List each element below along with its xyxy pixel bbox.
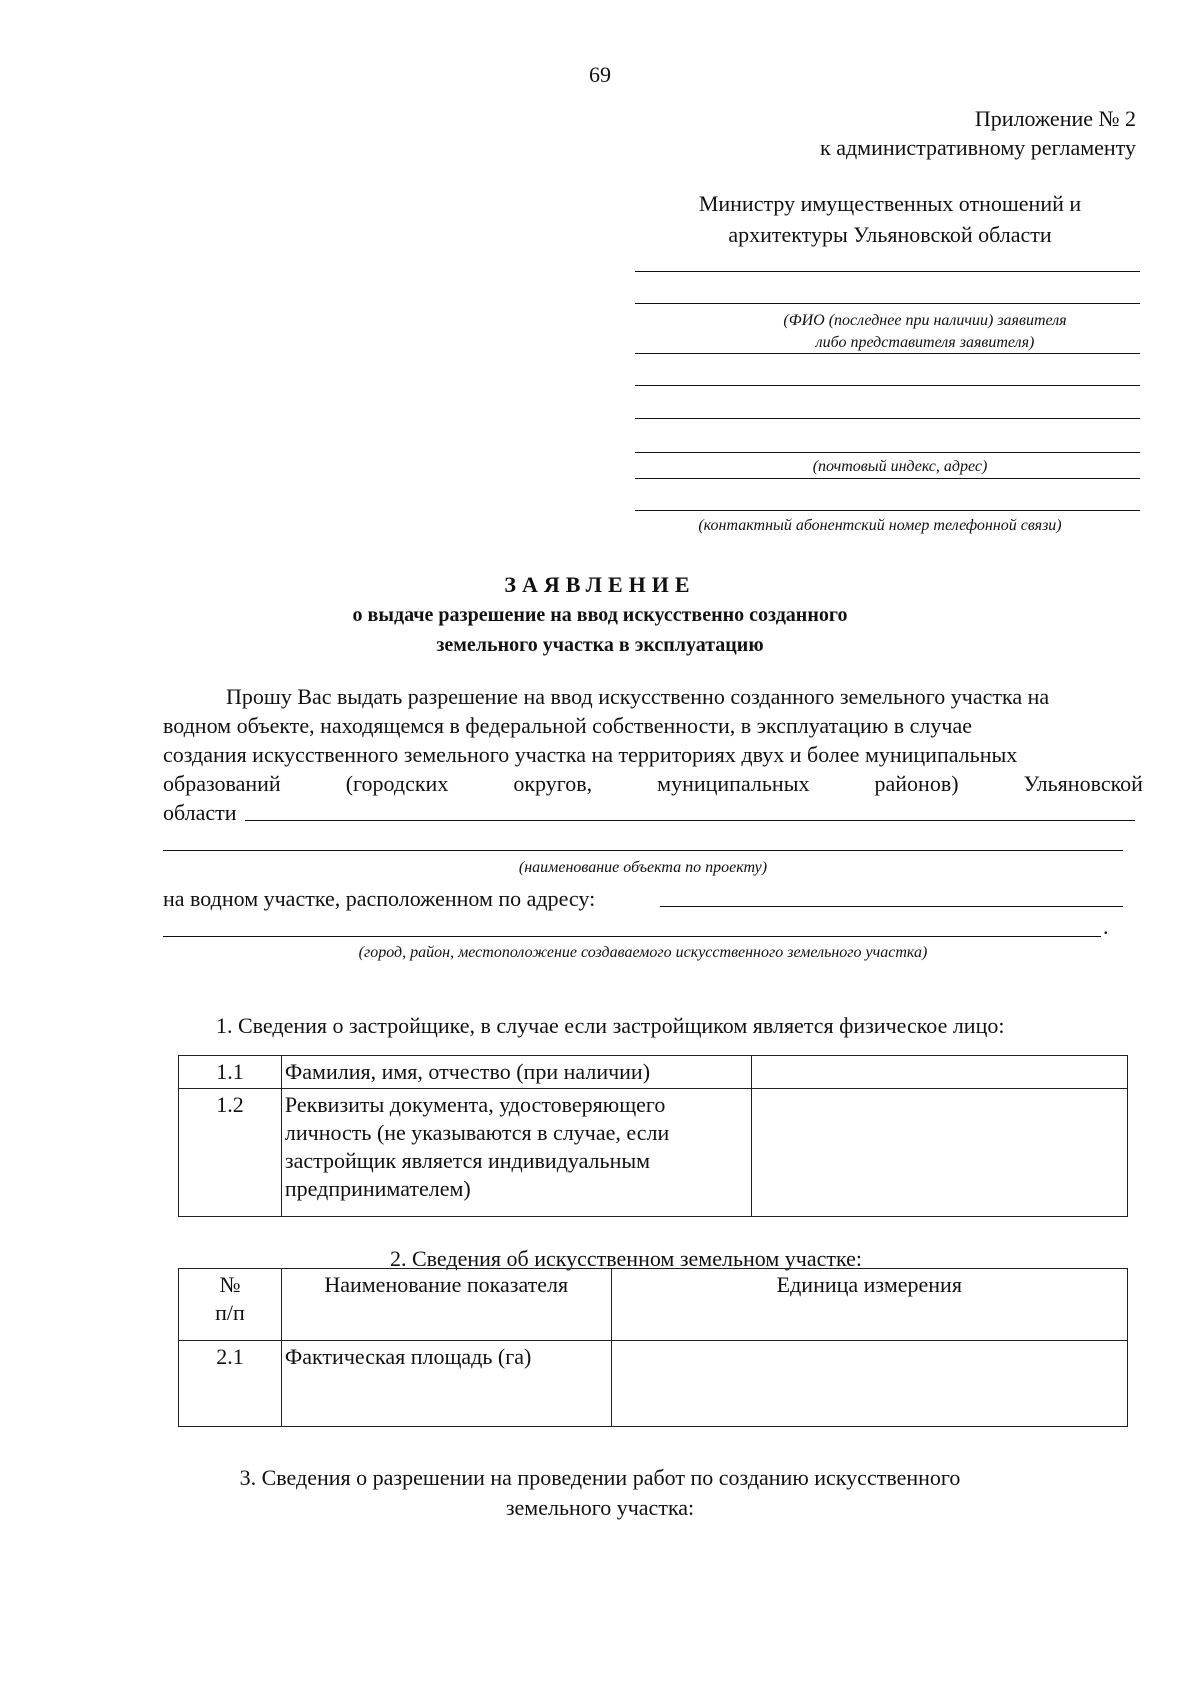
applicant-name-line-2[interactable]: [635, 303, 1140, 304]
developer-info-table: [178, 1055, 1128, 1217]
table-row: [179, 1089, 1128, 1217]
document-subtitle-line-2: земельного участка в эксплуатацию: [436, 634, 764, 656]
postal-address-line-1[interactable]: [635, 385, 1140, 386]
table-header-row: [179, 1269, 1128, 1341]
header-number-line-1: №: [219, 1272, 241, 1297]
row-label: Фактическая площадь (га): [281, 1341, 611, 1427]
column-header-unit: Единица измерения: [611, 1269, 1127, 1341]
row-value-cell[interactable]: [751, 1056, 1128, 1089]
body-line-1: Прошу Вас выдать разрешение на ввод искусственно созданного земельного участка на: [226, 684, 1050, 709]
page-number: 69: [589, 62, 611, 87]
body-word: Ульяновской: [1023, 771, 1143, 796]
row-label-line: застройщик является индивидуальным: [284, 1148, 651, 1173]
body-line-3: создания искусственного земельного участка на территориях двух и более муниципальных: [163, 742, 1018, 767]
body-word: муниципальных: [657, 771, 810, 796]
section-2-heading: 2. Сведения об искусственном земельном участке:: [390, 1246, 863, 1271]
section-3-heading-line-1: 3. Сведения о разрешении на проведении работ по созданию искусственного: [239, 1465, 961, 1490]
section-1-heading: 1. Сведения о застройщике, в случае если застройщиком является физическое лицо:: [216, 1013, 1005, 1038]
phone-line[interactable]: [635, 510, 1140, 511]
addressee-line-2: архитектуры Ульяновской области: [728, 222, 1052, 247]
appendix-title: Приложение № 2: [974, 106, 1136, 131]
body-line-4: [163, 769, 1143, 798]
row-label-line: личность (не указываются в случае, если: [284, 1120, 670, 1145]
document-title: ЗАЯВЛЕНИЕ: [504, 572, 696, 597]
fio-caption-line-2: либо представителя заявителя): [815, 334, 1035, 351]
body-word: образований: [163, 771, 281, 796]
address-line-2[interactable]: [163, 936, 1101, 937]
row-label-line: Реквизиты документа, удостоверяющего: [284, 1092, 666, 1117]
section-3-heading-line-2: земельного участка:: [505, 1495, 695, 1520]
object-name-line-2[interactable]: [163, 850, 1123, 851]
document-subtitle-line-1: о выдаче разрешение на ввод искусственно созданного: [352, 604, 848, 626]
fio-caption-line-1: (ФИО (последнее при наличии) заявителя: [783, 312, 1067, 329]
applicant-name-line-3[interactable]: [635, 353, 1140, 354]
row-number: 1.2: [179, 1089, 282, 1217]
body-word: округов,: [513, 771, 593, 796]
address-period: .: [1103, 914, 1109, 939]
row-value-cell[interactable]: [611, 1341, 1127, 1427]
body-word: (городских: [345, 771, 449, 796]
appendix-subtitle: к административному регламенту: [820, 135, 1136, 160]
column-header-number: [179, 1269, 282, 1341]
column-header-name: Наименование показателя: [281, 1269, 611, 1341]
postal-caption: (почтовый индекс, адрес): [812, 458, 988, 475]
row-number: 1.1: [179, 1056, 282, 1089]
object-name-caption: (наименование объекта по проекту): [518, 859, 768, 876]
row-number: 2.1: [179, 1341, 282, 1427]
object-name-line-1[interactable]: [245, 820, 1135, 821]
body-line-5: области: [163, 800, 237, 825]
postal-address-line-2[interactable]: [635, 418, 1140, 419]
row-label: Фамилия, имя, отчество (при наличии): [281, 1056, 751, 1089]
postal-address-line-4[interactable]: [635, 478, 1140, 479]
address-line-1[interactable]: [660, 906, 1123, 907]
row-label: [281, 1089, 751, 1217]
location-caption: (город, район, местоположение создаваемого искусственного земельного участка): [358, 944, 928, 961]
row-label-line: предпринимателем): [284, 1176, 471, 1201]
table-row: [179, 1056, 1128, 1089]
postal-address-line-3[interactable]: [635, 452, 1140, 453]
address-label: на водном участке, расположенном по адресу:: [163, 886, 596, 911]
addressee-line-1: Министру имущественных отношений и: [698, 191, 1082, 216]
body-word: районов): [874, 771, 959, 796]
phone-caption: (контактный абонентский номер телефонной связи): [698, 517, 1062, 534]
land-plot-table: [178, 1268, 1128, 1427]
applicant-name-line-1[interactable]: [635, 271, 1140, 272]
table-row: [179, 1341, 1128, 1427]
body-line-2: водном объекте, находящемся в федеральной собственности, в эксплуатацию в случае: [163, 713, 972, 738]
header-number-line-2: п/п: [215, 1300, 245, 1325]
row-value-cell[interactable]: [751, 1089, 1128, 1217]
